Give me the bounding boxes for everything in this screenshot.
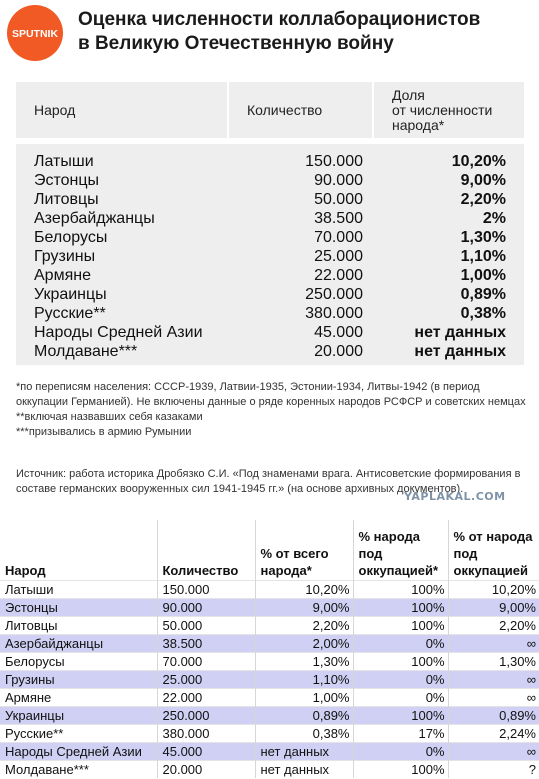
summary-cell-people: Русские** [16, 304, 228, 323]
summary-cell-people: Эстонцы [16, 171, 228, 190]
summary-cell-count: 20.000 [228, 342, 373, 365]
summary-cell-count: 70.000 [228, 228, 373, 247]
summary-cell-people: Украинцы [16, 285, 228, 304]
d-cell-share-occupied: 2,20% [448, 616, 539, 634]
d-cell-occupied: 100% [353, 652, 448, 670]
summary-row [16, 323, 524, 342]
summary-cell-share: 9,00% [373, 171, 524, 190]
d-cell-share-total: нет данных [255, 760, 353, 778]
d-cell-people: Украинцы [0, 706, 157, 724]
source-note: Источник: работа историка Дробязко С.И. «Под знаменами врага. Антисоветские формирования в составе германских вооруженных сил 1941-1945 гг.» (на основе архивных документов). [16, 468, 521, 495]
summary-row [16, 144, 524, 171]
summary-cell-count: 22.000 [228, 266, 373, 285]
col-header-share-line3: народа* [392, 116, 445, 133]
detailed-row [0, 724, 539, 742]
d-col-header-people: Народ [5, 562, 46, 578]
page-title [78, 8, 533, 56]
d-cell-share-occupied: ∞ [448, 634, 539, 652]
d-cell-occupied: 0% [353, 634, 448, 652]
d-cell-share-occupied: ∞ [448, 742, 539, 760]
d-cell-people: Эстонцы [0, 598, 157, 616]
d-cell-count: 70.000 [157, 652, 255, 670]
d-cell-count: 38.500 [157, 634, 255, 652]
summary-cell-count: 250.000 [228, 285, 373, 304]
d-cell-people: Народы Средней Азии [0, 742, 157, 760]
detailed-row [0, 670, 539, 688]
d-cell-share-occupied: 10,20% [448, 580, 539, 598]
detailed-row [0, 616, 539, 634]
summary-row [16, 247, 524, 266]
d-cell-share-occupied: ∞ [448, 688, 539, 706]
summary-cell-people: Грузины [16, 247, 228, 266]
detailed-row [0, 634, 539, 652]
d-cell-count: 20.000 [157, 760, 255, 778]
summary-cell-people: Народы Средней Азии [16, 323, 228, 342]
summary-table-header [16, 82, 524, 138]
d-cell-count: 250.000 [157, 706, 255, 724]
d-cell-occupied: 0% [353, 670, 448, 688]
summary-cell-people: Белорусы [16, 228, 228, 247]
summary-cell-share: 2% [373, 209, 524, 228]
detailed-row [0, 580, 539, 598]
summary-cell-share: 1,10% [373, 247, 524, 266]
summary-row [16, 209, 524, 228]
d-cell-share-occupied: 2,24% [448, 724, 539, 742]
d-cell-occupied: 100% [353, 580, 448, 598]
d-cell-occupied: 100% [353, 760, 448, 778]
summary-row [16, 266, 524, 285]
detailed-table-header [0, 520, 539, 580]
d-cell-share-occupied: ? [448, 760, 539, 778]
title-line-1: Оценка численности коллаборационистов [78, 9, 481, 30]
detailed-row [0, 688, 539, 706]
d-cell-count: 150.000 [157, 580, 255, 598]
d-cell-share-total: 0,89% [255, 706, 353, 724]
d-cell-share-total: 1,30% [255, 652, 353, 670]
summary-cell-share: 0,38% [373, 304, 524, 323]
summary-cell-people: Армяне [16, 266, 228, 285]
d-col-header-share-total: % от всего народа* [255, 520, 353, 580]
summary-cell-share: 0,89% [373, 285, 524, 304]
d-cell-occupied: 0% [353, 742, 448, 760]
d-col-header-count: Количество [157, 520, 255, 580]
d-cell-people: Литовцы [0, 616, 157, 634]
summary-cell-share: нет данных [373, 342, 524, 365]
d-cell-share-total: 1,10% [255, 670, 353, 688]
col-header-share-line2: от численности [392, 101, 493, 118]
d-cell-share-total: 0,38% [255, 724, 353, 742]
summary-cell-people: Азербайджанцы [16, 209, 228, 228]
detailed-table [0, 520, 539, 778]
d-cell-share-total: 2,00% [255, 634, 353, 652]
d-cell-count: 22.000 [157, 688, 255, 706]
summary-cell-count: 150.000 [228, 144, 373, 171]
d-cell-share-occupied: 1,30% [448, 652, 539, 670]
d-cell-people: Русские** [0, 724, 157, 742]
summary-cell-people: Молдаване*** [16, 342, 228, 365]
d-cell-count: 50.000 [157, 616, 255, 634]
title-line-2: в Великую Отечественную войну [78, 33, 394, 54]
d-cell-people: Армяне [0, 688, 157, 706]
summary-cell-people: Литовцы [16, 190, 228, 209]
summary-row [16, 171, 524, 190]
d-cell-share-total: 1,00% [255, 688, 353, 706]
col-header-share-line1: Доля [392, 86, 425, 103]
summary-row [16, 190, 524, 209]
summary-row [16, 285, 524, 304]
d-cell-occupied: 0% [353, 688, 448, 706]
d-cell-share-total: нет данных [255, 742, 353, 760]
col-header-people: Народ [16, 82, 228, 138]
footnote-3: ***призывались в армию Румынии [16, 426, 192, 438]
d-cell-share-total: 2,20% [255, 616, 353, 634]
summary-cell-share: 2,20% [373, 190, 524, 209]
watermark: YAPLAKAL.COM [404, 490, 506, 503]
summary-cell-count: 38.500 [228, 209, 373, 228]
detailed-row [0, 760, 539, 778]
summary-row [16, 304, 524, 323]
col-header-share [373, 82, 524, 138]
detailed-row [0, 598, 539, 616]
logo-text: SPUTNIK [11, 28, 59, 40]
d-cell-occupied: 100% [353, 616, 448, 634]
d-cell-occupied: 100% [353, 598, 448, 616]
d-cell-people: Азербайджанцы [0, 634, 157, 652]
d-cell-share-occupied: 0,89% [448, 706, 539, 724]
detailed-row [0, 652, 539, 670]
summary-row [16, 228, 524, 247]
summary-cell-share: 10,20% [373, 144, 524, 171]
summary-cell-share: 1,00% [373, 266, 524, 285]
d-cell-people: Грузины [0, 670, 157, 688]
d-cell-share-total: 9,00% [255, 598, 353, 616]
summary-table-body [16, 144, 524, 365]
d-cell-share-total: 10,20% [255, 580, 353, 598]
d-cell-count: 45.000 [157, 742, 255, 760]
summary-cell-count: 90.000 [228, 171, 373, 190]
d-col-header-occupied: % народа под оккупацией* [353, 520, 448, 580]
detailed-table-body [0, 580, 539, 778]
summary-cell-count: 25.000 [228, 247, 373, 266]
summary-cell-count: 380.000 [228, 304, 373, 323]
d-cell-occupied: 17% [353, 724, 448, 742]
summary-cell-count: 45.000 [228, 323, 373, 342]
d-cell-share-occupied: ∞ [448, 670, 539, 688]
summary-cell-share: нет данных [373, 323, 524, 342]
detailed-row [0, 742, 539, 760]
d-col-header-share-occupied: % от народа под оккупацией [448, 520, 539, 580]
summary-cell-count: 50.000 [228, 190, 373, 209]
d-cell-people: Белорусы [0, 652, 157, 670]
d-cell-people: Молдаване*** [0, 760, 157, 778]
sputnik-logo [6, 4, 64, 62]
summary-cell-people: Латыши [16, 144, 228, 171]
detailed-row [0, 706, 539, 724]
d-cell-people: Латыши [0, 580, 157, 598]
d-cell-occupied: 100% [353, 706, 448, 724]
footnotes [16, 380, 526, 440]
footnote-1: *по переписям населения: СССР-1939, Латвии-1935, Эстонии-1934, Литвы-1942 (в период оккупации Германией). Не включены данные о ряде коренных народов РСФСР и советских немцах [16, 381, 526, 408]
summary-row [16, 342, 524, 365]
header [0, 0, 539, 70]
d-cell-count: 90.000 [157, 598, 255, 616]
footnote-2: **включая назвавших себя казаками [16, 411, 203, 423]
summary-table [16, 82, 524, 365]
d-cell-share-occupied: 9,00% [448, 598, 539, 616]
summary-cell-share: 1,30% [373, 228, 524, 247]
col-header-count: Количество [228, 82, 373, 138]
d-cell-count: 25.000 [157, 670, 255, 688]
d-cell-count: 380.000 [157, 724, 255, 742]
